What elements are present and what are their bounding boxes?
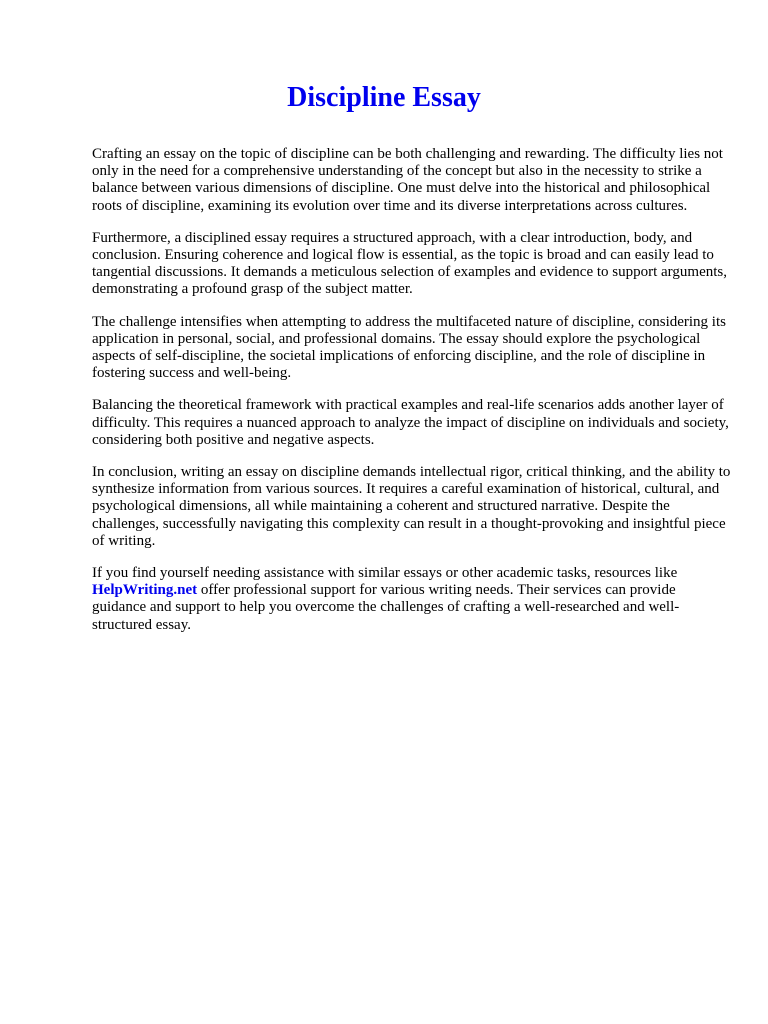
paragraph-challenge: The challenge intensifies when attempting to address the multifaceted nature of discipline, considering its application in personal, social, and professional domains. The essay should explore the psychological aspects of self-discipline, the societal implications of enforcing discipline, and the role of discipline in fostering success and well-being. bbox=[92, 313, 726, 382]
document-body bbox=[92, 146, 732, 649]
resources-text-after-link: offer professional support for various writing needs. Their services can provide guidance and support to help you overcome the challenges of crafting a well-researched and well-structured essay. bbox=[92, 582, 680, 633]
paragraph-structure: Furthermore, a disciplined essay requires a structured approach, with a clear introduction, body, and conclusion. Ensuring coherence and logical flow is essential, as the topic is broad and can easily lead to tangential discussions. It demands a meticulous selection of examples and evidence to support arguments, demonstrating a profound grasp of the subject matter. bbox=[92, 229, 727, 298]
resources-text-before-link: If you find yourself needing assistance with similar essays or other academic tasks, resources like bbox=[92, 565, 678, 582]
paragraph-intro: Crafting an essay on the topic of discipline can be both challenging and rewarding. The difficulty lies not only in the need for a comprehensive understanding of the concept but also in the necessity to strike a balance between various dimensions of discipline. One must delve into the historical and philosophical roots of discipline, examining its evolution over time and its diverse interpretations across cultures. bbox=[92, 146, 723, 214]
helpwriting-link[interactable]: HelpWriting.net bbox=[92, 582, 198, 599]
document-title: Discipline Essay bbox=[287, 82, 481, 113]
paragraph-conclusion: In conclusion, writing an essay on discipline demands intellectual rigor, critical thinking, and the ability to synthesize information from various sources. It requires a careful examination of historical, cultural, and psychological dimensions, all while maintaining a coherent and structured narrative. Despite the challenges, successfully navigating this complexity can result in a thought-provoking and insightful piece of writing. bbox=[92, 464, 731, 549]
paragraph-balance: Balancing the theoretical framework with practical examples and real-life scenarios adds another layer of difficulty. This requires a nuanced approach to analyze the impact of discipline on individuals and society, considering both positive and negative aspects. bbox=[92, 397, 729, 448]
paragraph-resources bbox=[92, 565, 732, 634]
